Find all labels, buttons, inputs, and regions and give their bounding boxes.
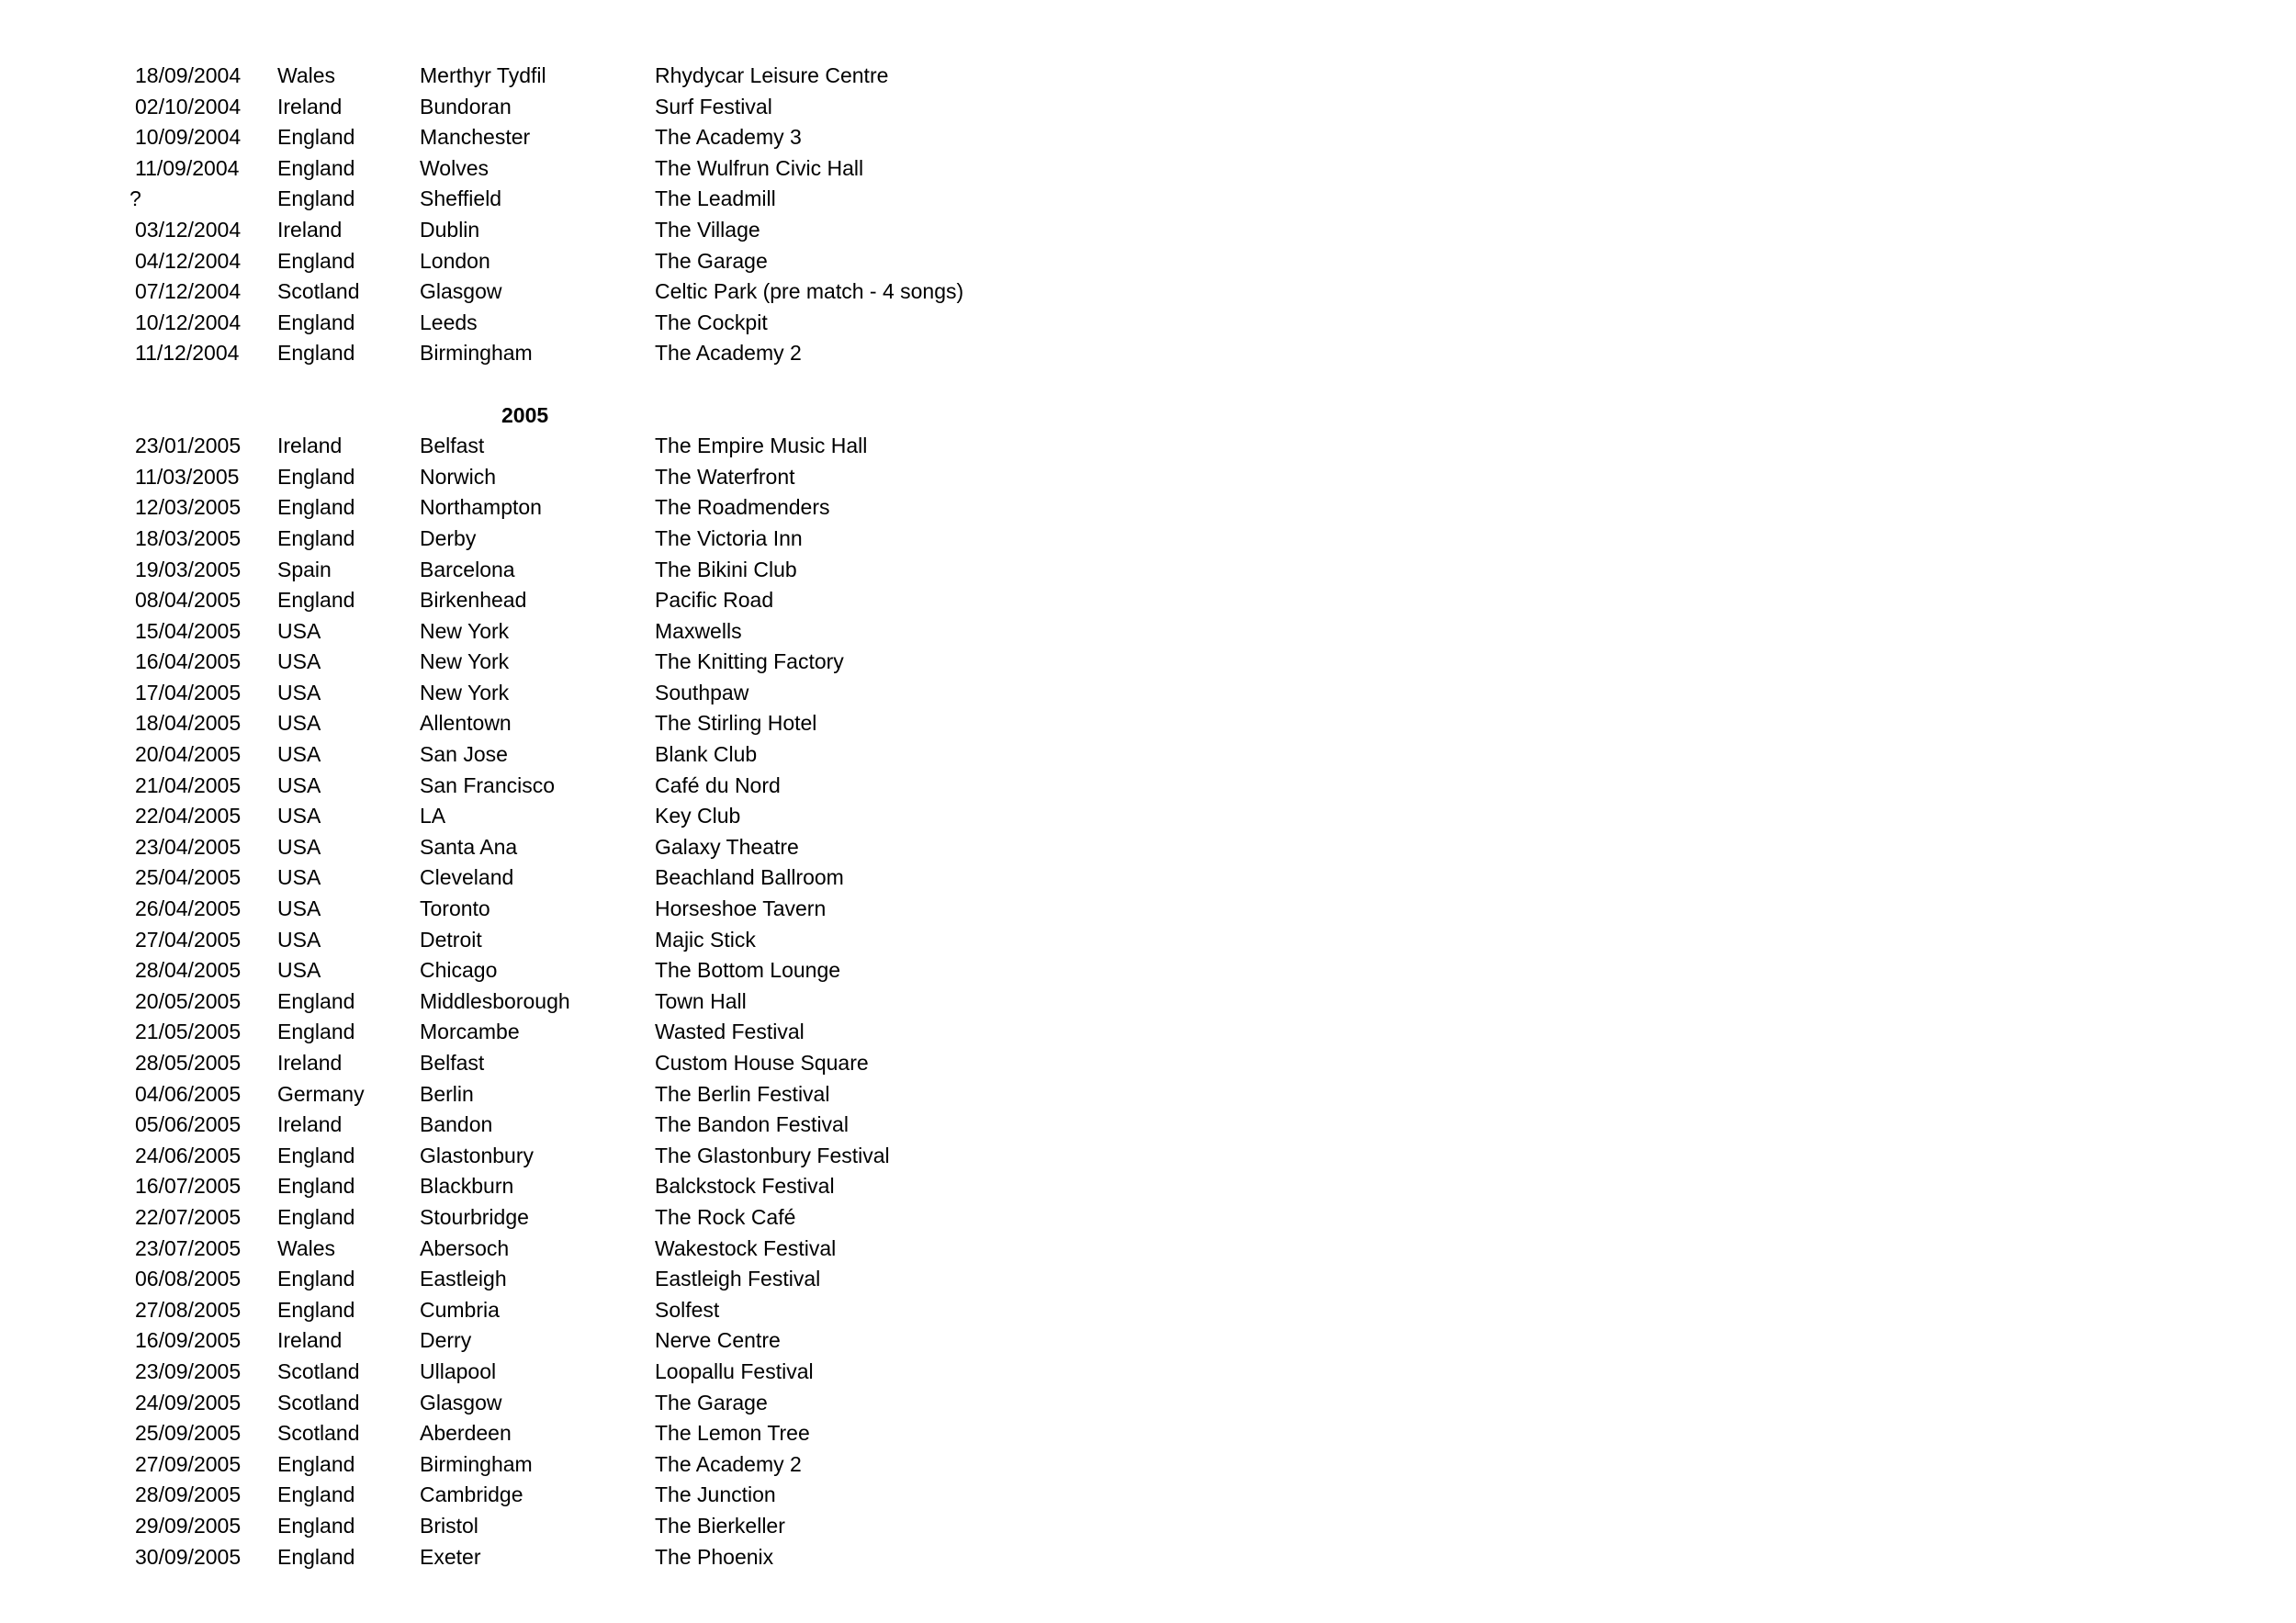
city-cell: Wolves bbox=[420, 155, 489, 180]
country-cell: England bbox=[277, 988, 355, 1013]
date-cell: 19/03/2005 bbox=[135, 557, 242, 581]
gig-row bbox=[0, 462, 1102, 493]
date-cell: 18/03/2005 bbox=[135, 525, 242, 550]
country-cell: USA bbox=[277, 834, 321, 859]
city-cell: Bandon bbox=[420, 1112, 493, 1137]
city-cell: Belfast bbox=[420, 1051, 485, 1075]
date-cell: 16/07/2005 bbox=[135, 1174, 242, 1199]
gig-row bbox=[0, 1234, 1102, 1265]
gig-row bbox=[0, 955, 1102, 986]
date-cell: 27/08/2005 bbox=[135, 1297, 242, 1322]
date-cell: 10/12/2004 bbox=[135, 310, 242, 334]
city-cell: San Francisco bbox=[420, 772, 556, 797]
date-cell: 18/09/2004 bbox=[135, 63, 242, 87]
country-cell: England bbox=[277, 525, 355, 550]
date-cell: 04/06/2005 bbox=[135, 1081, 242, 1106]
gig-row bbox=[0, 431, 1102, 462]
date-cell: 28/05/2005 bbox=[135, 1051, 242, 1075]
gig-row bbox=[0, 492, 1102, 524]
country-cell: England bbox=[277, 1020, 355, 1044]
country-cell: USA bbox=[277, 865, 321, 890]
gig-row bbox=[0, 1511, 1102, 1542]
city-cell: Glastonbury bbox=[420, 1143, 535, 1167]
date-cell: 27/09/2005 bbox=[135, 1451, 242, 1476]
venue-cell: The Waterfront bbox=[655, 464, 795, 489]
venue-cell: Pacific Road bbox=[655, 588, 774, 613]
city-cell: Aberdeen bbox=[420, 1421, 512, 1446]
country-cell: Ireland bbox=[277, 94, 343, 118]
gig-row bbox=[0, 1264, 1102, 1295]
city-cell: Toronto bbox=[420, 896, 490, 921]
date-cell: 21/04/2005 bbox=[135, 772, 242, 797]
country-cell: Scotland bbox=[277, 279, 360, 304]
venue-cell: The Bierkeller bbox=[655, 1513, 785, 1538]
city-cell: San Jose bbox=[420, 742, 508, 767]
venue-cell: The Bikini Club bbox=[655, 557, 797, 581]
date-cell: 10/09/2004 bbox=[135, 125, 242, 150]
date-cell: 11/12/2004 bbox=[135, 341, 240, 366]
venue-cell: Balckstock Festival bbox=[655, 1174, 835, 1199]
date-cell: 23/07/2005 bbox=[135, 1235, 242, 1260]
city-cell: London bbox=[420, 248, 490, 273]
country-cell: Ireland bbox=[277, 1328, 343, 1353]
venue-cell: Key Club bbox=[655, 804, 741, 828]
country-cell: England bbox=[277, 341, 355, 366]
venue-cell: The Knitting Factory bbox=[655, 649, 844, 674]
venue-cell: The Junction bbox=[655, 1482, 776, 1507]
gig-row bbox=[0, 1017, 1102, 1048]
gig-row bbox=[0, 616, 1102, 648]
venue-cell: The Victoria Inn bbox=[655, 525, 803, 550]
gig-row bbox=[0, 246, 1102, 277]
venue-cell: Maxwells bbox=[655, 618, 742, 643]
country-cell: England bbox=[277, 1451, 355, 1476]
city-cell: New York bbox=[420, 649, 510, 674]
date-cell: 05/06/2005 bbox=[135, 1112, 242, 1137]
date-cell: 11/09/2004 bbox=[135, 155, 240, 180]
city-cell: Exeter bbox=[420, 1544, 481, 1569]
gig-row bbox=[0, 1388, 1102, 1419]
gig-row bbox=[0, 1418, 1102, 1449]
country-cell: England bbox=[277, 125, 355, 150]
gig-list-sheet bbox=[0, 61, 2296, 1572]
city-cell: Dublin bbox=[420, 217, 480, 242]
date-cell: 15/04/2005 bbox=[135, 618, 242, 643]
gig-row bbox=[0, 215, 1102, 246]
venue-cell: The Bandon Festival bbox=[655, 1112, 849, 1137]
date-cell: 24/09/2005 bbox=[135, 1390, 242, 1414]
city-cell: Berlin bbox=[420, 1081, 474, 1106]
gig-row bbox=[0, 1542, 1102, 1573]
year-heading-row bbox=[0, 400, 1102, 432]
date-cell: 30/09/2005 bbox=[135, 1544, 242, 1569]
gig-row bbox=[0, 153, 1102, 185]
date-cell: 16/09/2005 bbox=[135, 1328, 242, 1353]
country-cell: USA bbox=[277, 742, 321, 767]
gig-row bbox=[0, 1141, 1102, 1172]
date-cell: 16/04/2005 bbox=[135, 649, 242, 674]
date-cell: 27/04/2005 bbox=[135, 927, 242, 952]
gig-row bbox=[0, 585, 1102, 616]
gig-row bbox=[0, 801, 1102, 832]
date-cell: 06/08/2005 bbox=[135, 1267, 242, 1291]
venue-cell: Horseshoe Tavern bbox=[655, 896, 827, 921]
blank-row bbox=[0, 369, 1102, 400]
city-cell: Santa Ana bbox=[420, 834, 518, 859]
city-cell: New York bbox=[420, 618, 510, 643]
date-cell: 20/05/2005 bbox=[135, 988, 242, 1013]
city-cell: Ullapool bbox=[420, 1358, 497, 1383]
country-cell: Wales bbox=[277, 63, 336, 87]
country-cell: England bbox=[277, 1143, 355, 1167]
country-cell: England bbox=[277, 1544, 355, 1569]
venue-cell: The Empire Music Hall bbox=[655, 434, 868, 458]
venue-cell: Galaxy Theatre bbox=[655, 834, 799, 859]
gig-row bbox=[0, 894, 1102, 925]
country-cell: USA bbox=[277, 680, 321, 704]
city-cell: Cumbria bbox=[420, 1297, 500, 1322]
gig-row bbox=[0, 92, 1102, 123]
country-cell: England bbox=[277, 1482, 355, 1507]
gig-row bbox=[0, 184, 1102, 215]
city-cell: Middlesborough bbox=[420, 988, 570, 1013]
venue-cell: The Academy 2 bbox=[655, 341, 802, 366]
date-cell: 07/12/2004 bbox=[135, 279, 242, 304]
date-cell: 23/09/2005 bbox=[135, 1358, 242, 1383]
venue-cell: The Roadmenders bbox=[655, 495, 830, 520]
date-cell: 22/04/2005 bbox=[135, 804, 242, 828]
city-cell: Cleveland bbox=[420, 865, 514, 890]
city-cell: LA bbox=[420, 804, 446, 828]
gig-row bbox=[0, 1295, 1102, 1326]
venue-cell: The Phoenix bbox=[655, 1544, 774, 1569]
city-cell: Birkenhead bbox=[420, 588, 527, 613]
gig-row bbox=[0, 1357, 1102, 1388]
venue-cell: Solfest bbox=[655, 1297, 720, 1322]
gig-row bbox=[0, 1480, 1102, 1511]
gig-row bbox=[0, 1449, 1102, 1481]
gig-row bbox=[0, 61, 1102, 92]
city-cell: Detroit bbox=[420, 927, 482, 952]
venue-cell: The Wulfrun Civic Hall bbox=[655, 155, 864, 180]
venue-cell: Custom House Square bbox=[655, 1051, 869, 1075]
date-cell: 25/09/2005 bbox=[135, 1421, 242, 1446]
venue-cell: The Village bbox=[655, 217, 760, 242]
venue-cell: Rhydycar Leisure Centre bbox=[655, 63, 889, 87]
gig-row bbox=[0, 925, 1102, 956]
gig-row bbox=[0, 771, 1102, 802]
country-cell: Ireland bbox=[277, 1051, 343, 1075]
gig-row bbox=[0, 739, 1102, 771]
gig-row bbox=[0, 1202, 1102, 1234]
date-cell: 23/01/2005 bbox=[135, 434, 242, 458]
venue-cell: Loopallu Festival bbox=[655, 1358, 814, 1383]
date-cell: 22/07/2005 bbox=[135, 1204, 242, 1229]
country-cell: USA bbox=[277, 958, 321, 983]
country-cell: USA bbox=[277, 649, 321, 674]
country-cell: England bbox=[277, 248, 355, 273]
country-cell: Ireland bbox=[277, 434, 343, 458]
city-cell: Glasgow bbox=[420, 1390, 502, 1414]
venue-cell: The Leadmill bbox=[655, 186, 776, 211]
country-cell: England bbox=[277, 588, 355, 613]
country-cell: USA bbox=[277, 772, 321, 797]
country-cell: England bbox=[277, 495, 355, 520]
date-cell: 23/04/2005 bbox=[135, 834, 242, 859]
venue-cell: The Garage bbox=[655, 1390, 768, 1414]
gig-row bbox=[0, 1048, 1102, 1079]
gig-row bbox=[0, 1110, 1102, 1141]
city-cell: Morcambe bbox=[420, 1020, 520, 1044]
city-cell: Belfast bbox=[420, 434, 485, 458]
city-cell: Chicago bbox=[420, 958, 498, 983]
date-cell: 04/12/2004 bbox=[135, 248, 242, 273]
date-cell: 11/03/2005 bbox=[135, 464, 240, 489]
city-cell: Stourbridge bbox=[420, 1204, 529, 1229]
city-cell: New York bbox=[420, 680, 510, 704]
gig-row bbox=[0, 678, 1102, 709]
date-cell: 28/04/2005 bbox=[135, 958, 242, 983]
city-cell: Abersoch bbox=[420, 1235, 510, 1260]
country-cell: Scotland bbox=[277, 1390, 360, 1414]
venue-cell: The Garage bbox=[655, 248, 768, 273]
venue-cell: Celtic Park (pre match - 4 songs) bbox=[655, 279, 964, 304]
country-cell: England bbox=[277, 1513, 355, 1538]
country-cell: Scotland bbox=[277, 1358, 360, 1383]
gig-row bbox=[0, 647, 1102, 678]
gig-row bbox=[0, 708, 1102, 739]
city-cell: Derry bbox=[420, 1328, 472, 1353]
city-cell: Sheffield bbox=[420, 186, 502, 211]
city-cell: Cambridge bbox=[420, 1482, 523, 1507]
gig-row bbox=[0, 276, 1102, 308]
venue-cell: The Academy 2 bbox=[655, 1451, 802, 1476]
venue-cell: Town Hall bbox=[655, 988, 747, 1013]
date-cell: 18/04/2005 bbox=[135, 711, 242, 736]
country-cell: England bbox=[277, 310, 355, 334]
venue-cell: The Lemon Tree bbox=[655, 1421, 810, 1446]
date-cell: 08/04/2005 bbox=[135, 588, 242, 613]
country-cell: Ireland bbox=[277, 1112, 343, 1137]
city-cell: Allentown bbox=[420, 711, 512, 736]
country-cell: Spain bbox=[277, 557, 332, 581]
venue-cell: The Stirling Hotel bbox=[655, 711, 817, 736]
country-cell: England bbox=[277, 1204, 355, 1229]
country-cell: England bbox=[277, 464, 355, 489]
date-cell: ? bbox=[129, 186, 141, 211]
country-cell: England bbox=[277, 1297, 355, 1322]
country-cell: England bbox=[277, 186, 355, 211]
venue-cell: Café du Nord bbox=[655, 772, 781, 797]
date-cell: 24/06/2005 bbox=[135, 1143, 242, 1167]
venue-cell: Nerve Centre bbox=[655, 1328, 781, 1353]
city-cell: Glasgow bbox=[420, 279, 502, 304]
city-cell: Barcelona bbox=[420, 557, 515, 581]
city-cell: Bundoran bbox=[420, 94, 512, 118]
gig-row bbox=[0, 862, 1102, 894]
gig-row bbox=[0, 986, 1102, 1018]
city-cell: Leeds bbox=[420, 310, 478, 334]
city-cell: Birmingham bbox=[420, 1451, 533, 1476]
country-cell: England bbox=[277, 1267, 355, 1291]
venue-cell: The Bottom Lounge bbox=[655, 958, 841, 983]
venue-cell: Surf Festival bbox=[655, 94, 772, 118]
date-cell: 26/04/2005 bbox=[135, 896, 242, 921]
gig-row bbox=[0, 524, 1102, 555]
city-cell: Eastleigh bbox=[420, 1267, 507, 1291]
gig-row bbox=[0, 832, 1102, 863]
venue-cell: Wasted Festival bbox=[655, 1020, 805, 1044]
date-cell: 28/09/2005 bbox=[135, 1482, 242, 1507]
date-cell: 17/04/2005 bbox=[135, 680, 242, 704]
venue-cell: Eastleigh Festival bbox=[655, 1267, 821, 1291]
country-cell: USA bbox=[277, 711, 321, 736]
venue-cell: The Academy 3 bbox=[655, 125, 802, 150]
gig-row bbox=[0, 308, 1102, 339]
gig-row bbox=[0, 122, 1102, 153]
city-cell: Derby bbox=[420, 525, 477, 550]
venue-cell: Wakestock Festival bbox=[655, 1235, 837, 1260]
venue-cell: Beachland Ballroom bbox=[655, 865, 844, 890]
venue-cell: Blank Club bbox=[655, 742, 758, 767]
city-cell: Blackburn bbox=[420, 1174, 514, 1199]
country-cell: USA bbox=[277, 896, 321, 921]
country-cell: Ireland bbox=[277, 217, 343, 242]
country-cell: England bbox=[277, 155, 355, 180]
gig-row bbox=[0, 1171, 1102, 1202]
country-cell: Scotland bbox=[277, 1421, 360, 1446]
venue-cell: Majic Stick bbox=[655, 927, 756, 952]
date-cell: 29/09/2005 bbox=[135, 1513, 242, 1538]
venue-cell: The Cockpit bbox=[655, 310, 768, 334]
gig-row bbox=[0, 1325, 1102, 1357]
city-cell: Merthyr Tydfil bbox=[420, 63, 546, 87]
year-heading: 2005 bbox=[501, 402, 549, 427]
city-cell: Birmingham bbox=[420, 341, 533, 366]
date-cell: 21/05/2005 bbox=[135, 1020, 242, 1044]
country-cell: Wales bbox=[277, 1235, 336, 1260]
venue-cell: The Rock Café bbox=[655, 1204, 796, 1229]
venue-cell: The Berlin Festival bbox=[655, 1081, 830, 1106]
date-cell: 25/04/2005 bbox=[135, 865, 242, 890]
country-cell: Germany bbox=[277, 1081, 365, 1106]
city-cell: Northampton bbox=[420, 495, 542, 520]
venue-cell: Southpaw bbox=[655, 680, 749, 704]
country-cell: USA bbox=[277, 927, 321, 952]
city-cell: Manchester bbox=[420, 125, 531, 150]
city-cell: Norwich bbox=[420, 464, 497, 489]
gig-row bbox=[0, 338, 1102, 369]
date-cell: 12/03/2005 bbox=[135, 495, 242, 520]
city-cell: Bristol bbox=[420, 1513, 478, 1538]
country-cell: USA bbox=[277, 618, 321, 643]
gig-row bbox=[0, 1079, 1102, 1110]
date-cell: 03/12/2004 bbox=[135, 217, 242, 242]
country-cell: USA bbox=[277, 804, 321, 828]
gig-row bbox=[0, 555, 1102, 586]
country-cell: England bbox=[277, 1174, 355, 1199]
venue-cell: The Glastonbury Festival bbox=[655, 1143, 890, 1167]
date-cell: 02/10/2004 bbox=[135, 94, 242, 118]
date-cell: 20/04/2005 bbox=[135, 742, 242, 767]
